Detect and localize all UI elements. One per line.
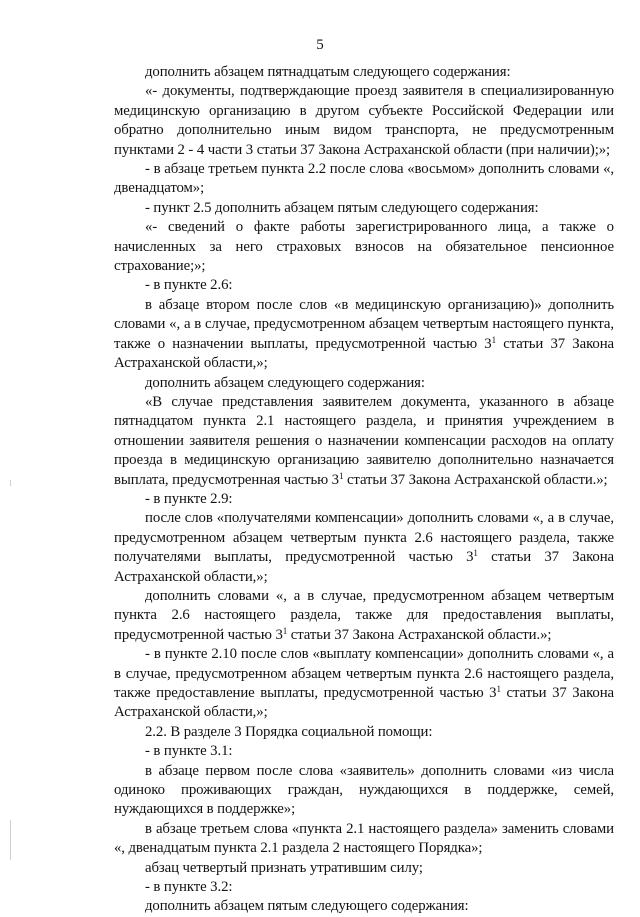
paragraph: «В случае представления заявителем документа, указанного в абзаце пятнадцатом пункта 2.1 настоящего раздела, и принятия учреждением в отношении заявителя решения о назначении компенсации расходов на оплату проезда в медицинскую организацию заявителю дополнительно назначается выплата, предусмотренная частью $3^1$ статьи 37 Закона Астраханской области.»; <box>114 393 614 488</box>
scan-artifact <box>10 820 11 860</box>
paragraph: - в абзаце третьем пункта 2.2 после слова «восьмом» дополнить словами «, двенадцатом»; <box>114 161 614 197</box>
paragraph: абзац четвертый признать утратившим силу; <box>145 859 423 876</box>
paragraph: 2.2. В разделе 3 Порядка социальной помощи: <box>145 723 433 740</box>
paragraph: - в пункте 2.10 после слов «выплату компенсации» дополнить словами «, а в случае, предусмотренном абзацем четвертым пункта 2.6 настоящего раздела, также предоставление выплаты, предусмотренной частью $3^1$ статьи 37 Закона Астраханской области,»; <box>114 646 615 721</box>
paragraph: «- документы, подтверждающие проезд заявителя в специализированную медицинскую организацию в другом субъекте Российской Федерации или обратно дополнительно иным видом транспорта, не предусмотренным пунктами 2 - 4 части 3 статьи 37 Закона Астраханской области (при наличии);»; <box>114 83 614 158</box>
paragraph: - в пункте 2.6: <box>145 277 233 294</box>
superscript-one: 1 <box>473 548 478 559</box>
superscript-one: 1 <box>338 470 344 481</box>
paragraph: - в пункте 3.2: <box>145 879 233 896</box>
paragraph: - в пункте 2.9: <box>145 490 233 507</box>
paragraph: в абзаце втором после слов «в медицинскую организацию)» дополнить словами «, а в случае, предусмотренном абзацем четвертым настоящего пункта, также о назначении выплаты, предусмотренной частью $3^1$ статьи 37 Закона Астраханской области,»; <box>114 296 615 372</box>
paragraph: дополнить словами «, а в случае, предусмотренном абзацем четвертым пункта 2.6 настоящего раздела, также для предоставления выплаты, предусмотренной частью $3^1$ статьи 37 Закона Астраханской области.»; <box>114 587 614 643</box>
superscript-one: 1 <box>496 684 501 694</box>
scan-artifact <box>10 480 11 486</box>
page-number: 5 <box>316 37 324 53</box>
paragraph: в абзаце первом после слова «заявитель» дополнить словами «из числа одиноко проживающих граждан, нуждающихся в поддержке, семей, нуждающихся в поддержке»; <box>114 762 614 818</box>
paragraph: после слов «получателями компенсации» дополнить словами «, а в случае, предусмотренном абзацем четвертым пункта 2.6 настоящего раздела, также получателями выплаты, предусмотренной частью $3^1$ статьи 37 Закона Астраханской области,»; <box>114 510 614 585</box>
paragraph: - в пункте 3.1: <box>145 743 233 760</box>
superscript-one: 1 <box>282 625 288 636</box>
paragraph: «- сведений о факте работы зарегистрированного лица, а также о начисленных за него страховых взносов на обязательное пенсионное страхование;»; <box>114 219 614 275</box>
superscript-one: 1 <box>491 334 497 345</box>
paragraph: - пункт 2.5 дополнить абзацем пятым следующего содержания: <box>145 199 539 216</box>
document-body <box>114 63 614 917</box>
paragraph: в абзаце третьем слова «пункта 2.1 настоящего раздела» заменить словами «, двенадцатым пункта 2.1 раздела 2 настоящего Порядка»; <box>114 820 614 857</box>
paragraph: дополнить абзацем следующего содержания: <box>145 374 425 391</box>
paragraph: дополнить абзацем пятнадцатым следующего содержания: <box>145 64 511 80</box>
paragraph: дополнить абзацем пятым следующего содержания: <box>145 898 469 915</box>
